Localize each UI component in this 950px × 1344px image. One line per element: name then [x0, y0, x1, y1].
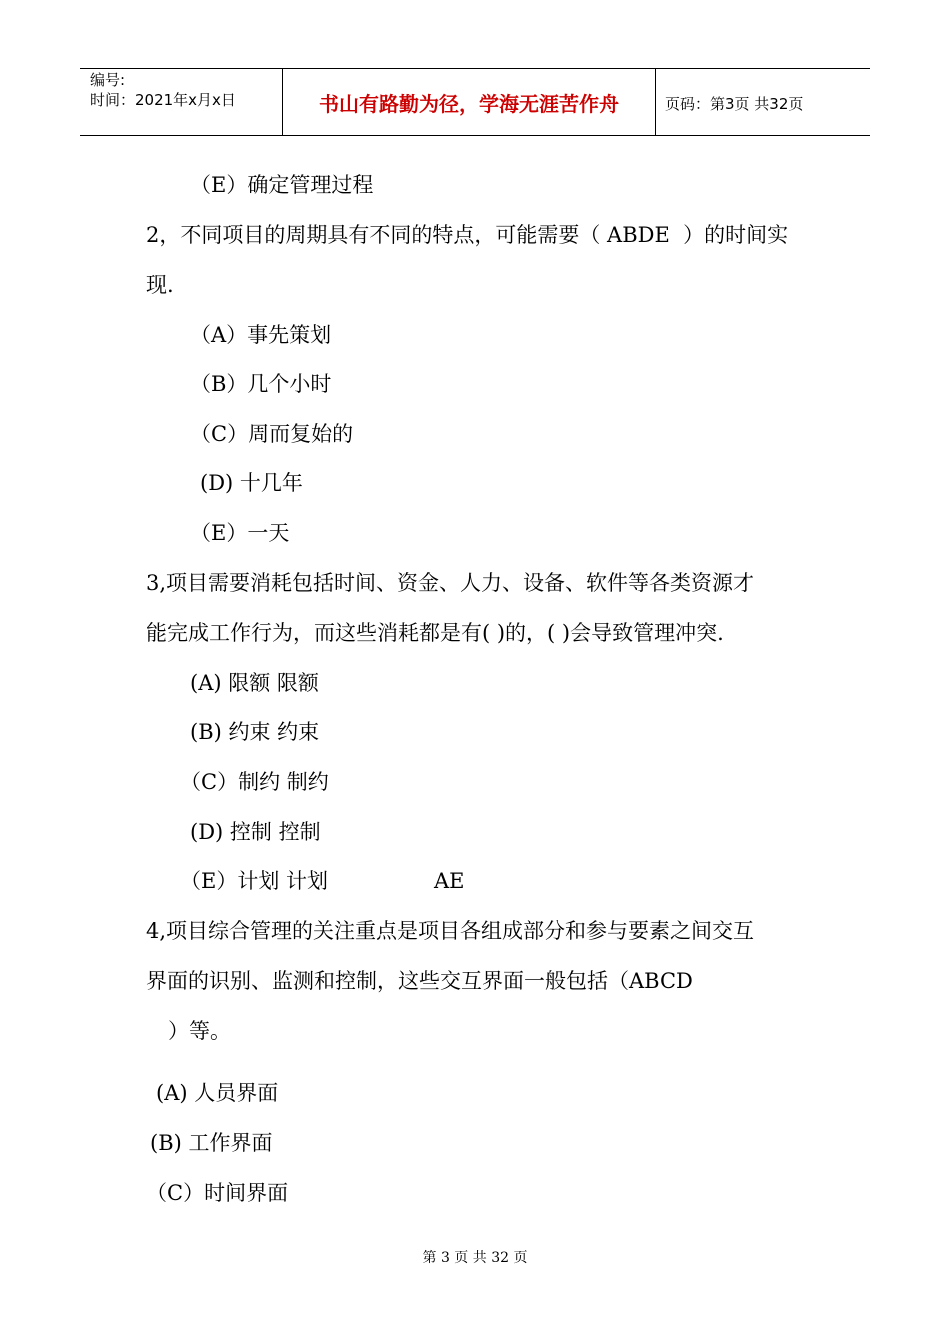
option-line: (B) 工作界面 [150, 1131, 273, 1155]
header-time-label: 时间：2021年x月x日 [90, 91, 236, 109]
question-line: 界面的识别、监测和控制，这些交互界面一般包括（ABCD [146, 969, 693, 993]
header-left [90, 70, 236, 110]
question-line: 2，不同项目的周期具有不同的特点，可能需要（ ABDE ）的时间实 [146, 223, 789, 247]
header-page-info: 页码：第3页 共32页 [665, 95, 804, 113]
option-line: (D) 十几年 [200, 471, 303, 495]
option-line: (A) 人员界面 [156, 1081, 279, 1105]
option-line: （E）一天 [190, 521, 290, 545]
question-line: 能完成工作行为，而这些消耗都是有( )的，( )会导致管理冲突. [146, 621, 724, 645]
answer-text: AE [434, 869, 465, 893]
header-divider-2 [655, 68, 656, 136]
option-line: （C）时间界面 [146, 1181, 289, 1205]
header-number-label: 编号: [90, 71, 126, 89]
option-line: (A) 限额 限额 [190, 671, 319, 695]
header-top-rule [80, 68, 870, 69]
question-line: 3,项目需要消耗包括时间、资金、人力、设备、软件等各类资源才 [146, 571, 755, 595]
option-line: (D) 控制 控制 [190, 820, 321, 844]
page-footer: 第 3 页 共 32 页 [422, 1250, 528, 1266]
option-line: (B) 约束 约束 [190, 720, 320, 744]
option-line: （C）周而复始的 [190, 422, 354, 446]
question-line: 现. [146, 273, 174, 297]
option-line: （E）计划 计划 [180, 869, 329, 893]
option-line: （E）确定管理过程 [190, 173, 374, 197]
header-bottom-rule [80, 135, 870, 136]
question-line: ）等。 [168, 1019, 231, 1043]
question-line: 4,项目综合管理的关注重点是项目各组成部分和参与要素之间交互 [146, 919, 755, 943]
header-motto: 书山有路勤为径，学海无涯苦作舟 [319, 92, 619, 116]
option-line: （A）事先策划 [190, 323, 332, 347]
option-line: （B）几个小时 [190, 372, 332, 396]
option-line: （C）制约 制约 [180, 770, 329, 794]
